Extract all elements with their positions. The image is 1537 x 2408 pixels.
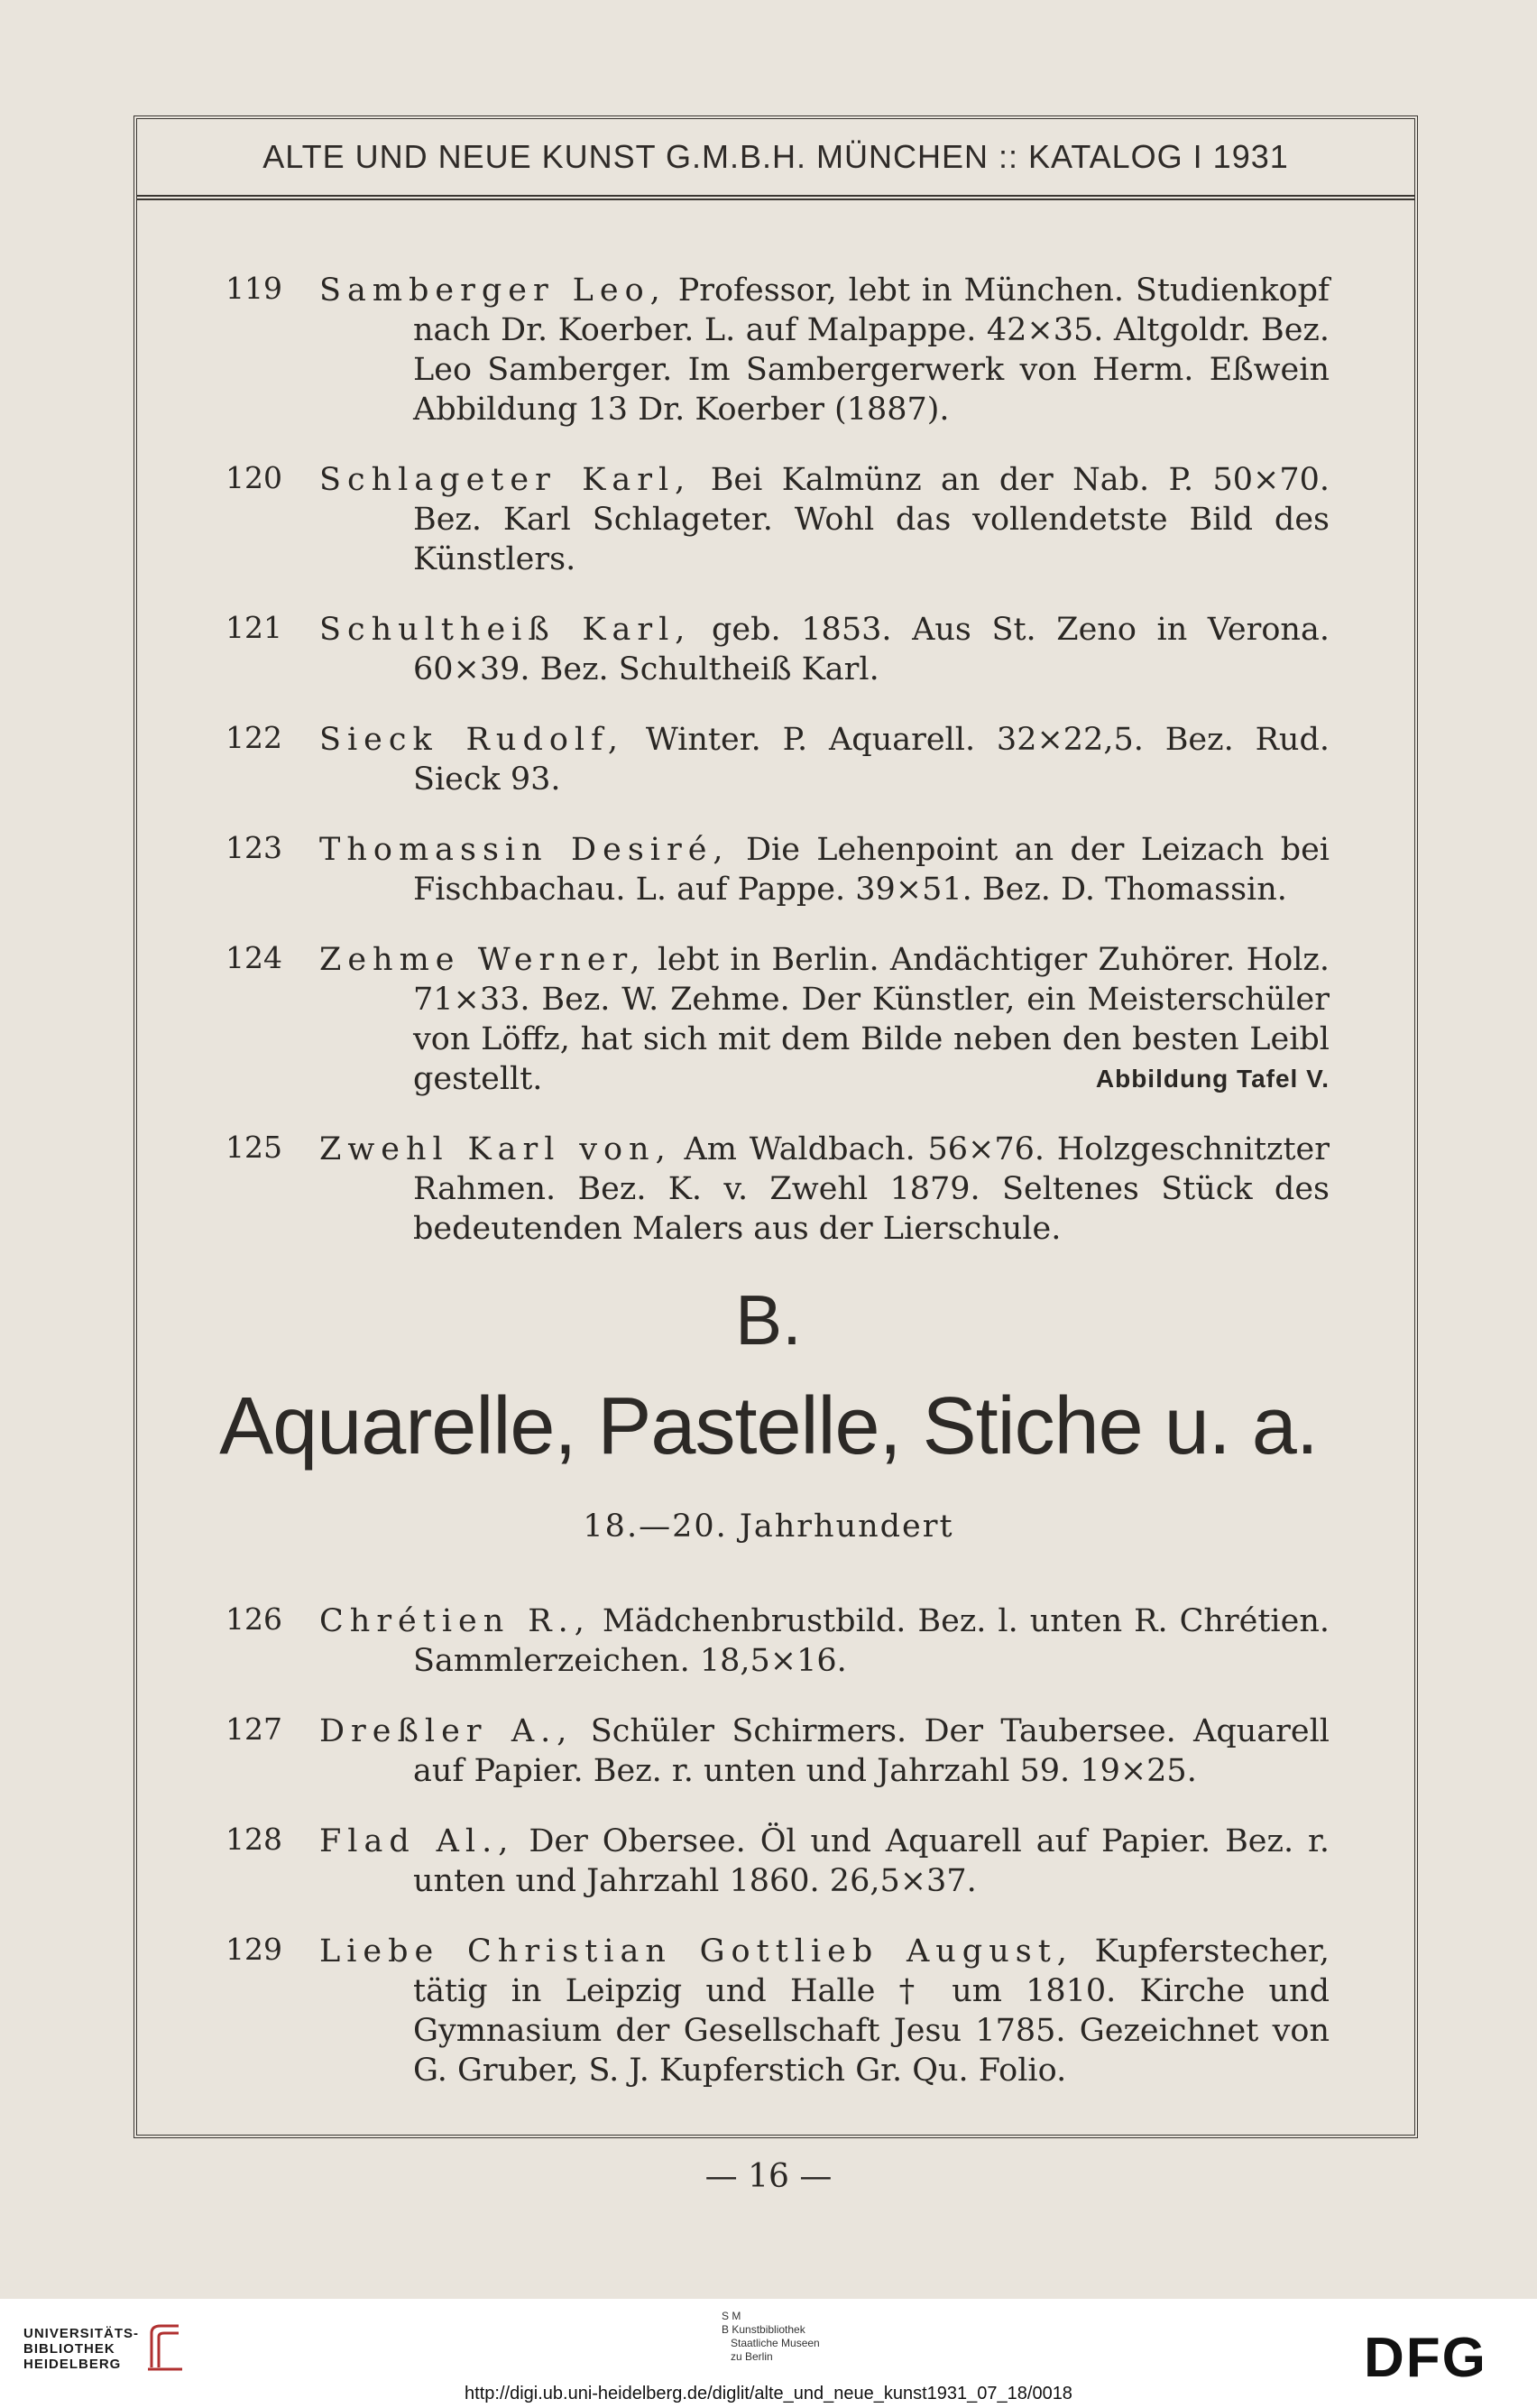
entry-body bbox=[319, 1822, 1330, 1901]
entry-description: Am Waldbach. 56×76. Holzgeschnitzter Rahmen. Bez. K. v. Zwehl 1879. Seltenes Stück des bedeutenden Malers aus der Lierschule. bbox=[413, 1131, 1330, 1247]
catalog-entry bbox=[225, 610, 1461, 689]
library-line: HEIDELBERG bbox=[23, 2357, 122, 2372]
section-letter: B. bbox=[735, 1280, 802, 1360]
entry-number: 122 bbox=[225, 720, 282, 755]
entry-number: 121 bbox=[225, 610, 282, 645]
dfg-logo[interactable]: DFG bbox=[1364, 2327, 1487, 2389]
catalog-entry bbox=[225, 1932, 1461, 2090]
entry-description: Mädchenbrustbild. Bez. l. unten R. Chrétien. Sammlerzeichen. 18,5×16. bbox=[413, 1603, 1330, 1679]
entry-body bbox=[319, 940, 1330, 1099]
artist-name: Sieck Rudolf, bbox=[319, 722, 624, 758]
entry-number: 128 bbox=[225, 1822, 282, 1857]
library-line: BIBLIOTHEK bbox=[23, 2341, 115, 2357]
entry-description: lebt in Berlin. Andächtiger Zuhörer. Holz. 71×33. Bez. W. Zehme. Der Künstler, ein Meisterschüler von Löffz, hat sich mit dem Bilde neben den besten Leibl gestellt. bbox=[413, 942, 1330, 1097]
artist-name: Dreßler A., bbox=[319, 1713, 574, 1749]
entry-description: Schüler Schirmers. Der Taubersee. Aquarell auf Papier. Bez. r. unten und Jahrzahl 59. 19×25. bbox=[413, 1713, 1330, 1789]
artist-name: Zehme Werner, bbox=[319, 942, 647, 978]
page-number: — 16 — bbox=[704, 2158, 833, 2195]
entry-number: 126 bbox=[225, 1601, 282, 1637]
catalog-entry bbox=[225, 1822, 1461, 1901]
entries-list-paintings bbox=[225, 271, 1461, 1279]
entry-number: 125 bbox=[225, 1130, 282, 1165]
entry-description: Der Obersee. Öl und Aquarell auf Papier. Bez. r. unten und Jahrzahl 1860. 26,5×37. bbox=[413, 1823, 1330, 1899]
artist-name: Liebe Christian Gottlieb August, bbox=[319, 1933, 1073, 1970]
digitization-footer bbox=[0, 2299, 1537, 2408]
entry-body bbox=[319, 271, 1330, 429]
catalog-entry bbox=[225, 720, 1461, 799]
artist-name: Zwehl Karl von, bbox=[319, 1131, 672, 1167]
entry-body bbox=[319, 830, 1330, 909]
museum-stamp bbox=[722, 2310, 820, 2364]
entry-number: 127 bbox=[225, 1711, 282, 1747]
artist-name: Samberger Leo, bbox=[319, 272, 667, 309]
entry-body bbox=[319, 1932, 1330, 2090]
section-subtitle: 18.—20. Jahrhundert bbox=[583, 1508, 954, 1545]
artist-name: Schlageter Karl, bbox=[319, 462, 692, 498]
entry-description: Bei Kalmünz an der Nab. P. 50×70. Bez. Karl Schlageter. Wohl das vollendetste Bild des Künstlers. bbox=[413, 462, 1330, 577]
entry-description: Professor, lebt in München. Studienkopf nach Dr. Koerber. L. auf Malpappe. 42×35. Altgoldr. Bez. Leo Samberger. Im Sambergerwerk von Herm. Eßwein Abbildung 13 Dr. Koerber (1887). bbox=[413, 272, 1330, 428]
catalog-entry bbox=[225, 460, 1461, 579]
entry-number: 119 bbox=[225, 271, 282, 306]
catalog-entry bbox=[225, 940, 1461, 1099]
stamp-line: S M bbox=[722, 2310, 741, 2322]
catalog-entry bbox=[225, 830, 1461, 909]
university-mark-icon bbox=[144, 2320, 186, 2375]
library-line: UNIVERSITÄTS- bbox=[23, 2326, 140, 2341]
catalog-entry bbox=[225, 1711, 1461, 1791]
entry-body bbox=[319, 1601, 1330, 1681]
artist-name: Chrétien R., bbox=[319, 1603, 591, 1639]
running-header: ALTE UND NEUE KUNST G.M.B.H. MÜNCHEN :: KATALOG I 1931 bbox=[137, 119, 1414, 200]
stamp-line: Staatliche Museen bbox=[731, 2337, 820, 2349]
entry-number: 120 bbox=[225, 460, 282, 495]
catalog-entry bbox=[225, 271, 1461, 429]
entry-body bbox=[319, 460, 1330, 579]
section-title: Aquarelle, Pastelle, Stiche u. a. bbox=[219, 1381, 1318, 1472]
entry-description: Kupferstecher, tätig in Leipzig und Halle † um 1810. Kirche und Gymnasium der Gesellschaft Jesu 1785. Gezeichnet von G. Gruber, S. J. Kupferstich Gr. Qu. Folio. bbox=[413, 1933, 1330, 2089]
entry-body bbox=[319, 720, 1330, 799]
entry-body bbox=[319, 1711, 1330, 1791]
entry-body bbox=[319, 1130, 1330, 1249]
artist-name: Schultheiß Karl, bbox=[319, 612, 692, 648]
stamp-line: zu Berlin bbox=[731, 2350, 773, 2363]
entry-number: 129 bbox=[225, 1932, 282, 1967]
university-library-logo[interactable] bbox=[23, 2326, 139, 2372]
entry-description: Winter. P. Aquarell. 32×22,5. Bez. Rud. Sieck 93. bbox=[413, 722, 1330, 798]
artist-name: Thomassin Desiré, bbox=[319, 832, 730, 868]
permalink-url[interactable]: http://digi.ub.uni-heidelberg.de/diglit/alte_und_neue_kunst1931_07_18/0018 bbox=[465, 2384, 1072, 2403]
catalog-entry bbox=[225, 1601, 1461, 1681]
stamp-line: B Kunstbibliothek bbox=[722, 2323, 805, 2336]
entry-description: geb. 1853. Aus St. Zeno in Verona. 60×39. Bez. Schultheiß Karl. bbox=[413, 612, 1330, 687]
artist-name: Flad Al., bbox=[319, 1823, 515, 1859]
entry-body bbox=[319, 610, 1330, 689]
entry-number: 124 bbox=[225, 940, 282, 975]
plate-reference: Abbildung Tafel V. bbox=[1095, 1065, 1330, 1093]
entry-description: Die Lehenpoint an der Leizach bei Fischbachau. L. auf Pappe. 39×51. Bez. D. Thomassin. bbox=[413, 832, 1330, 908]
entry-number: 123 bbox=[225, 830, 282, 865]
entries-list-watercolors bbox=[225, 1601, 1461, 2121]
catalog-entry bbox=[225, 1130, 1461, 1249]
